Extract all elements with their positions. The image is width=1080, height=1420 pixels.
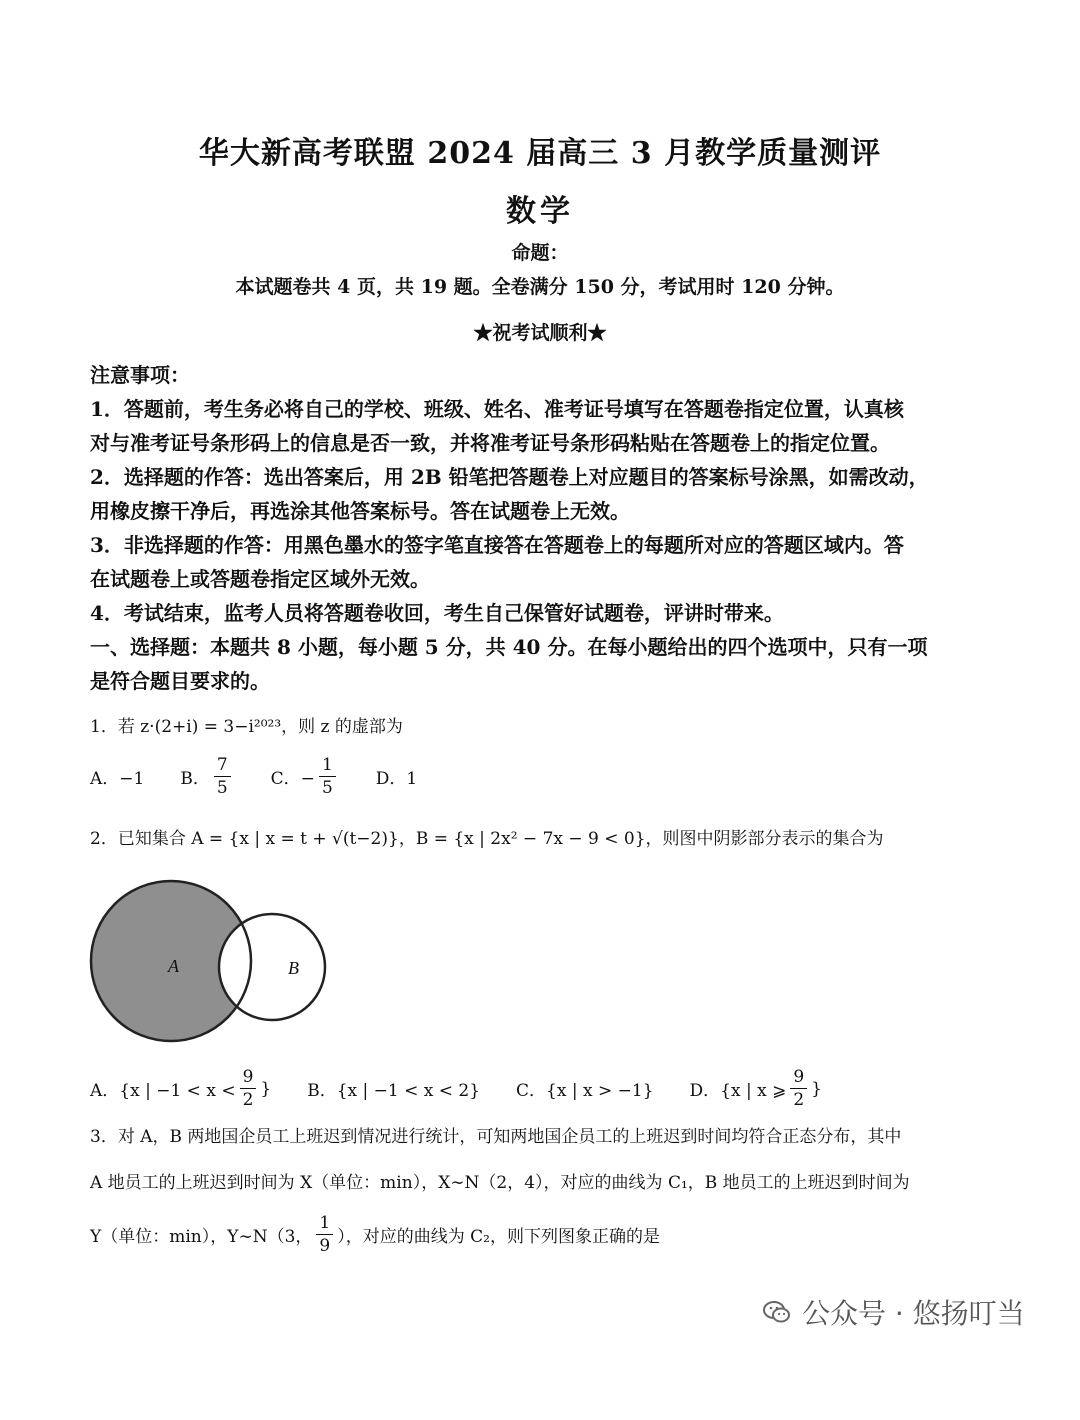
denominator: 9 [319, 1236, 331, 1256]
note-line: 1．答题前，考生务必将自己的学校、班级、姓名、准考证号填写在答题卷指定位置，认真核 [90, 397, 904, 421]
note-line: 2．选择题的作答：选出答案后，用 2B 铅笔把答题卷上对应题目的答案标号涂黑，如需改动， [90, 465, 929, 489]
q2-option-a-text: A．{x | −1 < x < [90, 1081, 236, 1101]
numerator: 9 [240, 1066, 257, 1089]
q2-option-d-text: D．{x | x ⩾ [689, 1081, 787, 1101]
denominator: 5 [321, 778, 333, 798]
good-luck-text: ★祝考试顺利★ [473, 322, 607, 344]
q2-option-a-close: } [260, 1078, 272, 1099]
watermark [762, 1292, 1025, 1332]
question-3-line: 3．对 A，B 两地国企员工上班迟到情况进行统计，可知两地国企员工的上班迟到时间均符合正态分布，其中 [90, 1127, 902, 1147]
wechat-icon [762, 1297, 792, 1327]
note-line: 用橡皮擦干净后，再选涂其他答案标号。答在试题卷上无效。 [90, 499, 630, 523]
q1-option-c-label: C．− [270, 769, 315, 789]
exam-info: 本试题卷共 4 页，共 19 题。全卷满分 150 分，考试用时 120 分钟。 [235, 276, 845, 298]
question-1-stem: 1．若 z·(2+i) = 3−i²⁰²³，则 z 的虚部为 [90, 717, 403, 737]
note-line: 4．考试结束，监考人员将答题卷收回，考生自己保管好试题卷，评讲时带来。 [90, 601, 784, 625]
question-3-line3-start: Y（单位：min），Y∼N（3， [90, 1227, 313, 1247]
fraction [319, 754, 336, 799]
section-heading-cont: 是符合题目要求的。 [90, 669, 270, 693]
fraction [240, 1066, 257, 1111]
notes-heading: 注意事项： [90, 363, 190, 387]
venn-label-a: A [168, 956, 179, 976]
subject-title: 数学 [506, 194, 574, 229]
question-2-stem: 2．已知集合 A = {x | x = t + √(t−2)}，B = {x | 2x² − 7x − 9 < 0}，则图中阴影部分表示的集合为 [90, 829, 884, 849]
fraction [790, 1066, 807, 1111]
q1-option-d: D．1 [375, 769, 418, 789]
fraction [214, 754, 231, 799]
q2-option-a [90, 1066, 271, 1111]
numerator: 1 [319, 754, 336, 777]
numerator: 1 [316, 1212, 333, 1235]
watermark-text: 公众号 · 悠扬叮当 [802, 1297, 1025, 1330]
question-3-line3-end: ），对应的曲线为 C₂，则下列图象正确的是 [337, 1227, 660, 1247]
question-2-options [90, 1066, 858, 1111]
note-line: 在试题卷上或答题卷指定区域外无效。 [90, 567, 430, 591]
q2-option-c: C．{x | x > −1} [516, 1081, 654, 1101]
q2-option-d [690, 1066, 822, 1111]
numerator: 9 [790, 1066, 807, 1089]
q1-option-b [180, 754, 234, 799]
fraction [316, 1212, 333, 1257]
question-3-line: A 地员工的上班迟到时间为 X（单位：min），X∼N（2，4），对应的曲线为 C₁，B 地员工的上班迟到时间为 [90, 1173, 910, 1193]
q2-option-b: B．{x | −1 < x < 2} [307, 1081, 481, 1101]
exam-title: 华大新高考联盟 2024 届高三 3 月教学质量测评 [198, 136, 882, 171]
proposer-label: 命题： [511, 242, 569, 264]
numerator: 7 [214, 754, 231, 777]
denominator: 2 [793, 1090, 805, 1110]
venn-diagram [88, 874, 338, 1044]
q1-option-b-label: B． [180, 769, 210, 789]
q2-option-d-close: } [811, 1078, 822, 1099]
q1-option-a: A．−1 [90, 769, 145, 789]
venn-label-b: B [288, 958, 299, 978]
note-line: 3．非选择题的作答：用黑色墨水的签字笔直接答在答题卷上的每题所对应的答题区域内。答 [90, 533, 904, 557]
denominator: 5 [216, 778, 228, 798]
note-line: 对与准考证号条形码上的信息是否一致，并将准考证号条形码粘贴在答题卷上的指定位置。 [90, 431, 890, 455]
q1-option-c [271, 754, 340, 799]
question-3-line [90, 1212, 660, 1257]
section-heading: 一、选择题：本题共 8 小题，每小题 5 分，共 40 分。在每小题给出的四个选项中，只有一项 [90, 635, 928, 659]
denominator: 2 [242, 1090, 254, 1110]
question-1-options [90, 754, 453, 799]
set-b-circle [219, 914, 325, 1020]
